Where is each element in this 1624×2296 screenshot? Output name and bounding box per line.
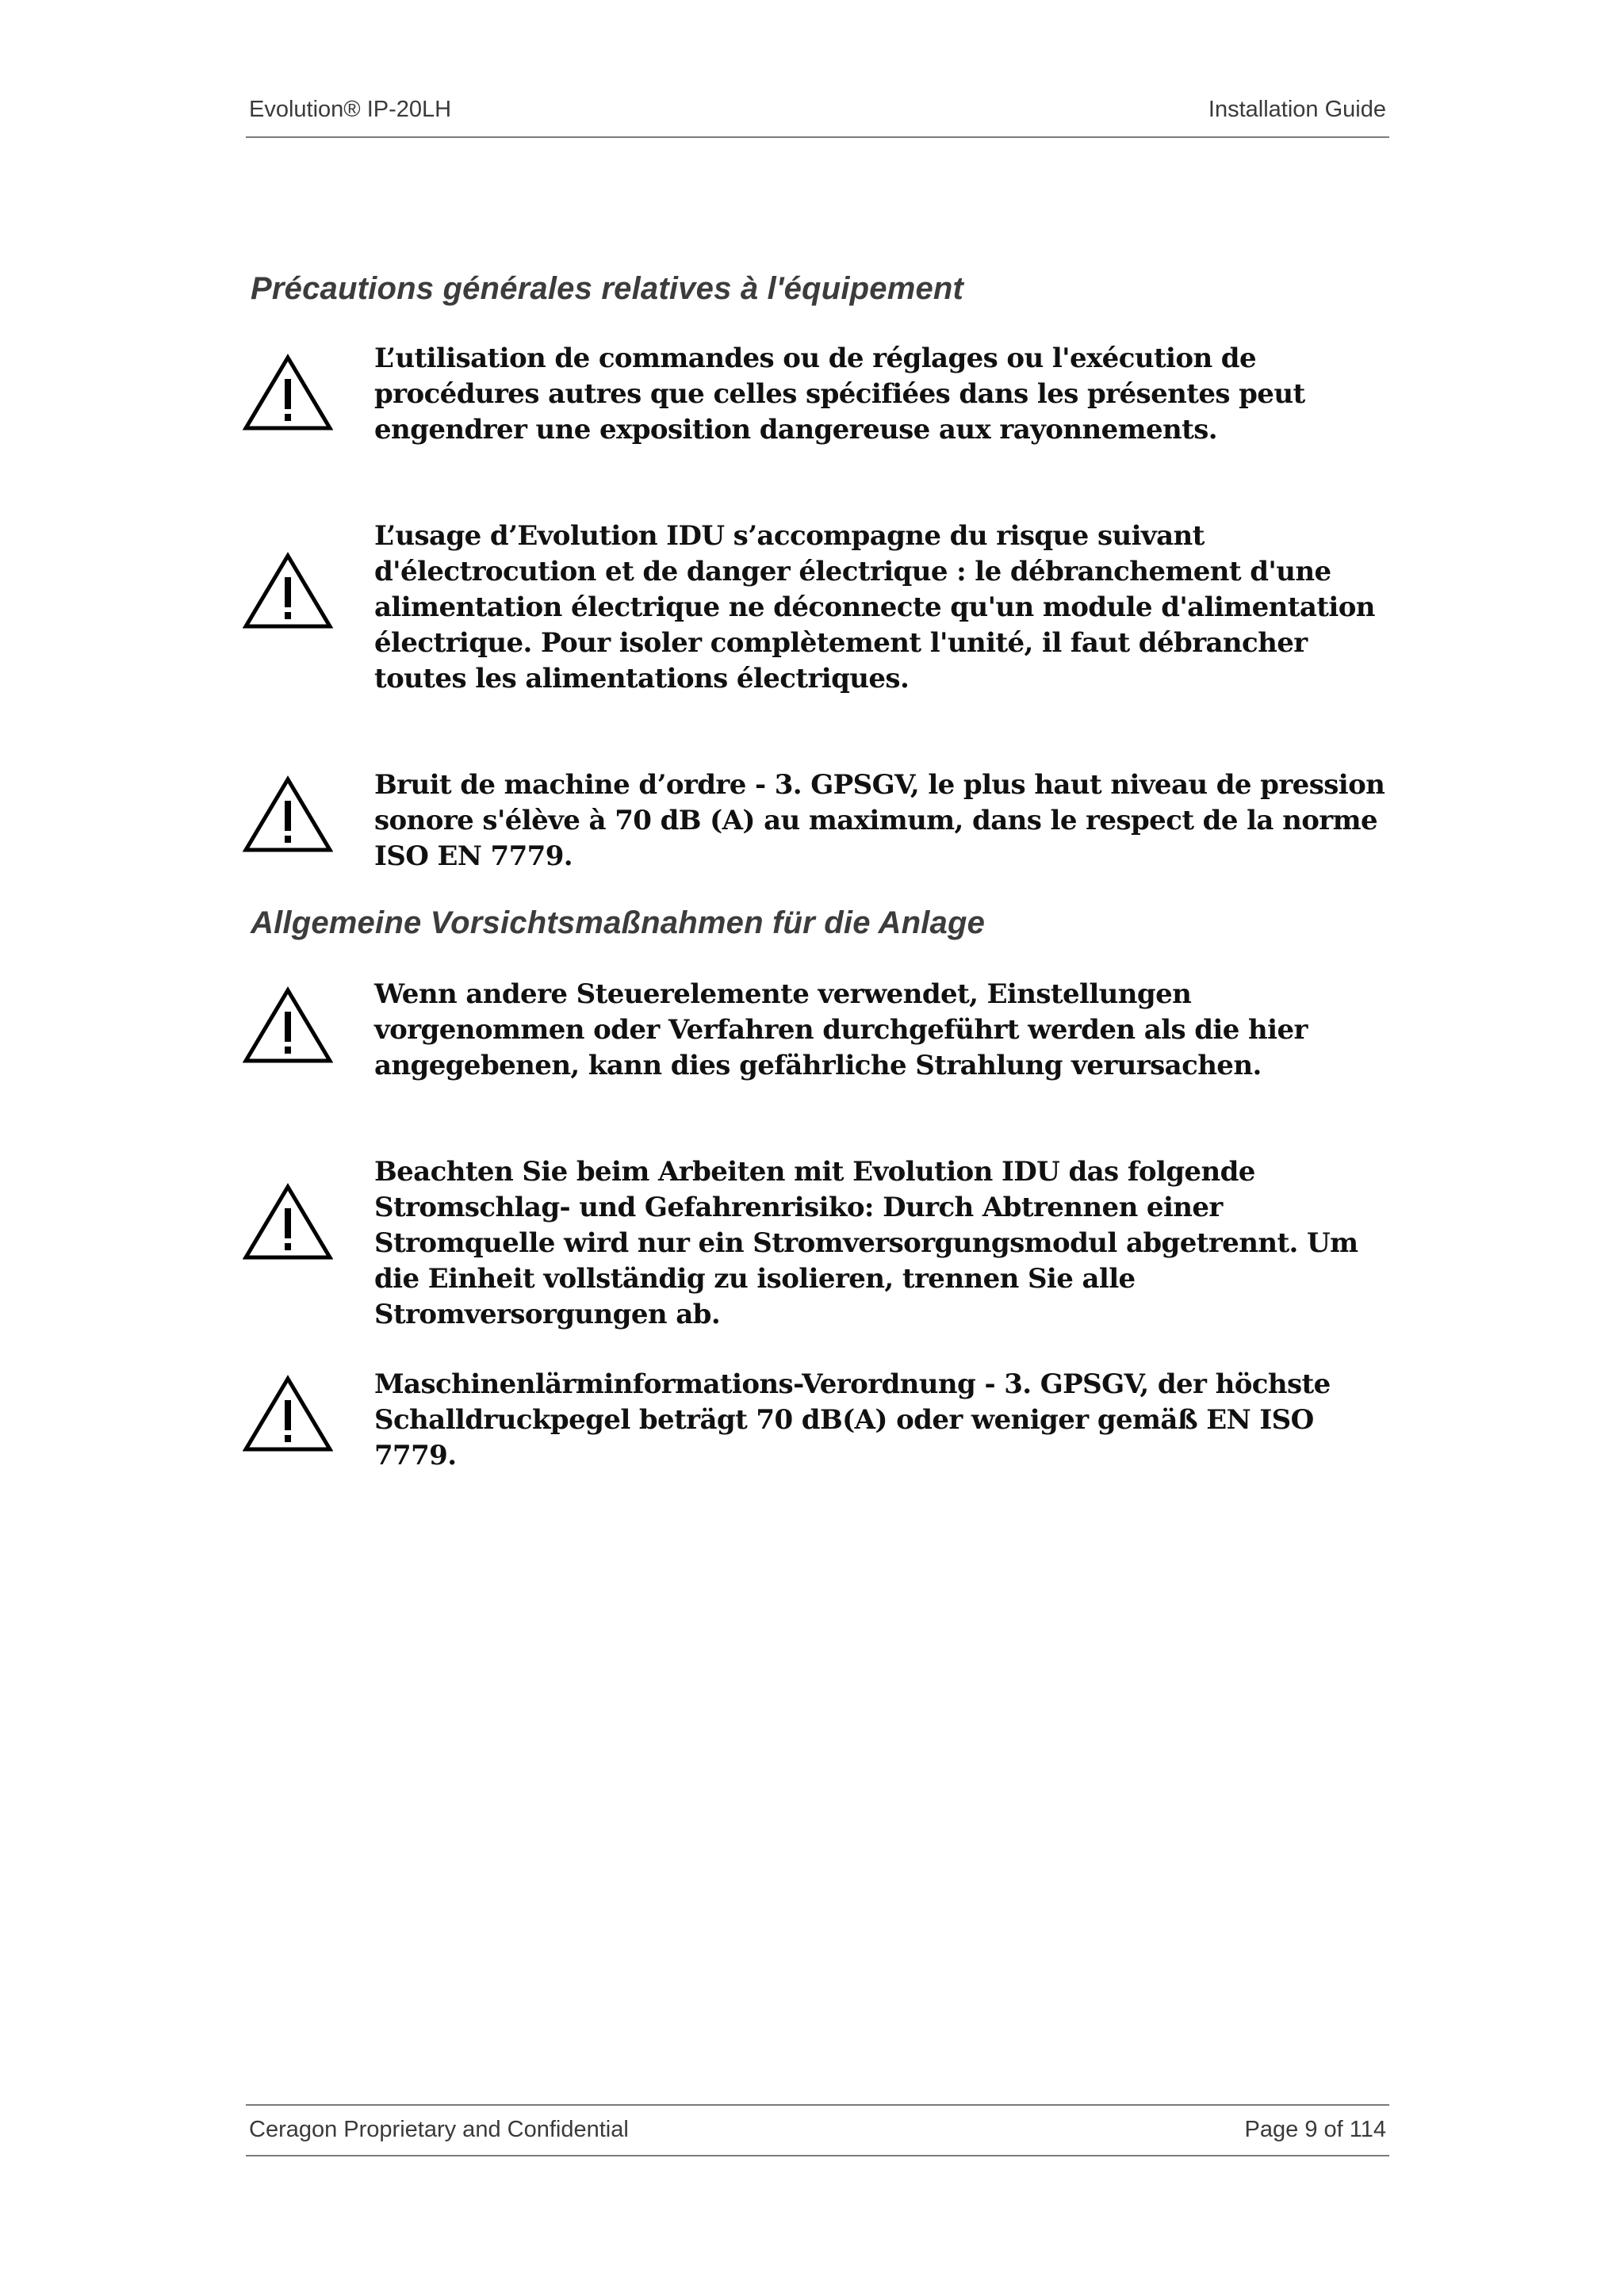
warning-triangle-icon	[243, 775, 333, 855]
footer-page-number: Page 9 of 114	[1244, 2117, 1386, 2142]
warning-text: Beachten Sie beim Arbeiten mit Evolution IDU das folgende Stromschlag- und Gefahrenrisiko: Durch Abtrennen einer Stromquelle wird nur ein Stromversorgungsmodul abgetrennt. Um die Einheit vollständig zu isolieren, trennen Sie alle Stromversorgungen ab.	[374, 1156, 1358, 1330]
header-product-name: Evolution® IP-20LH	[249, 97, 452, 122]
warning-triangle-icon	[243, 354, 333, 433]
warning-text: Maschinenlärminformations-Verordnung - 3. GPSGV, der höchste Schalldruckpegel beträgt 70 dB(A) oder weniger gemäß EN ISO 7779.	[374, 1368, 1331, 1471]
warning-text: Wenn andere Steuerelemente verwendet, Einstellungen vorgenommen oder Verfahren durchgeführt werden als die hier angegebenen, kann dies gefährliche Strahlung verursachen.	[374, 978, 1308, 1081]
warning-text: L’usage d’Evolution IDU s’accompagne du risque suivant d'électrocution et de danger électrique : le débranchement d'une alimentation électrique ne déconnecte qu'un module d'alimentation électrique. Pour isoler complètement l'unité, il faut débrancher toutes les alimentations électriques.	[374, 520, 1375, 695]
warning-text: Bruit de machine d’ordre - 3. GPSGV, le plus haut niveau de pression sonore s'élève à 70 dB (A) au maximum, dans le respect de la norme ISO EN 7779.	[374, 769, 1385, 872]
section-heading-french: Précautions générales relatives à l'équipement	[251, 271, 964, 306]
footer-confidentiality-notice: Ceragon Proprietary and Confidential	[249, 2117, 629, 2142]
page-header	[246, 92, 1389, 138]
warning-triangle-icon	[243, 1183, 333, 1262]
warning-triangle-icon	[243, 552, 333, 631]
page-footer	[246, 2104, 1389, 2156]
warning-triangle-icon	[243, 986, 333, 1066]
warning-triangle-icon	[243, 1375, 333, 1454]
section-heading-german: Allgemeine Vorsichtsmaßnahmen für die Anlage	[251, 905, 986, 940]
header-document-type: Installation Guide	[1208, 97, 1386, 122]
warning-text: L’utilisation de commandes ou de réglages ou l'exécution de procédures autres que celles spécifiées dans les présentes peut engendrer une exposition dangereuse aux rayonnements.	[374, 342, 1305, 446]
